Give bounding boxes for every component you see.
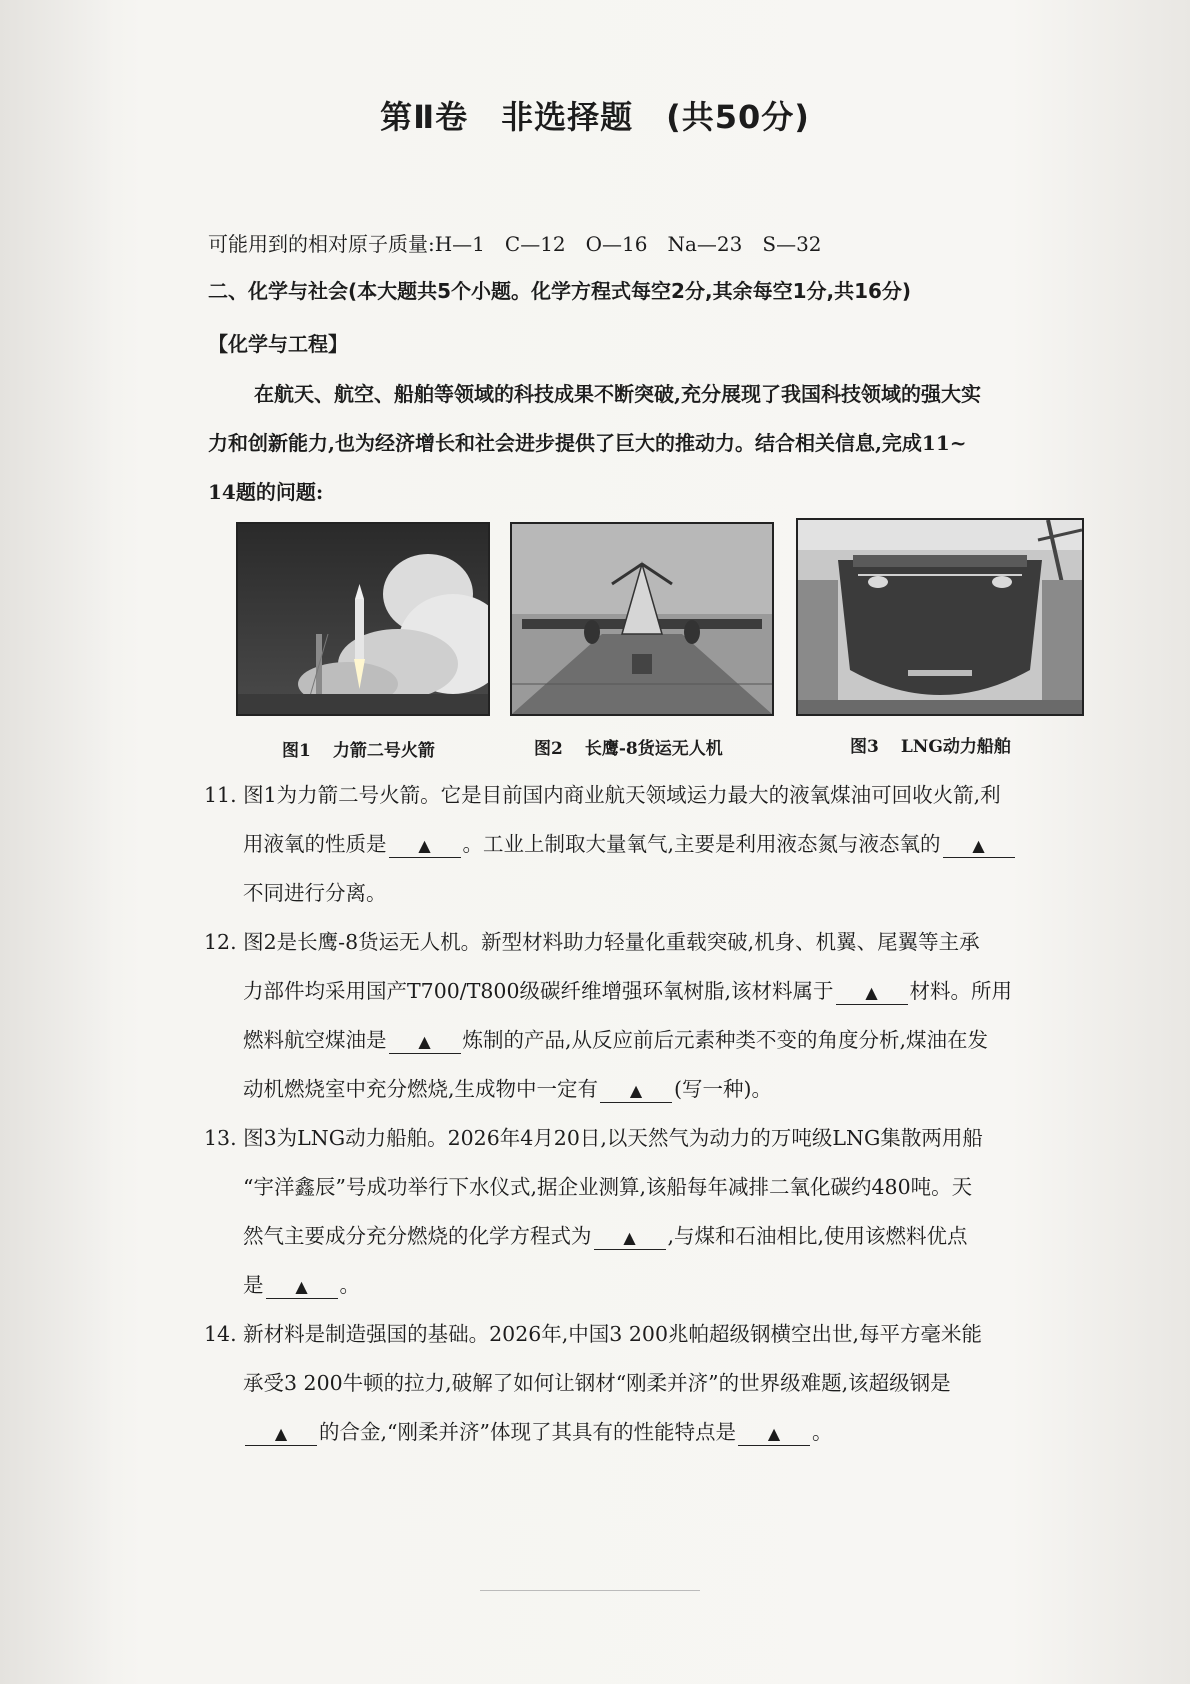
part-heading: 二、化学与社会(本大题共5个小题。化学方程式每空2分,其余每空1分,共16分) bbox=[208, 279, 912, 303]
figure-2-title: 长鹰-8货运无人机 bbox=[584, 739, 723, 759]
q11-text-b: 。工业上制取大量氧气,主要是利用液态氮与液态氧的 bbox=[462, 832, 941, 856]
q13-line-3 bbox=[243, 1219, 968, 1250]
q13-blank-2[interactable]: ▲ bbox=[266, 1276, 338, 1299]
q11-blank-2[interactable]: ▲ bbox=[943, 835, 1015, 858]
q14-line-2: 承受3 200牛顿的拉力,破解了如何让钢材“刚柔并济”的世界级难题,该超级钢是 bbox=[243, 1371, 951, 1395]
page-edge-shadow bbox=[0, 0, 110, 1684]
q12-blank-1[interactable]: ▲ bbox=[836, 982, 908, 1005]
q13-blank-1[interactable]: ▲ bbox=[594, 1227, 666, 1250]
figure-1-caption bbox=[282, 736, 435, 761]
q11-blank-1[interactable]: ▲ bbox=[389, 835, 461, 858]
q12-line-2 bbox=[243, 974, 1012, 1005]
q14-blank-2[interactable]: ▲ bbox=[738, 1423, 810, 1446]
rocket-launch-photo bbox=[236, 522, 490, 716]
q11-line-3: 不同进行分离。 bbox=[243, 881, 387, 905]
atomic-masses: 可能用到的相对原子质量:H—1 C—12 O—16 Na—23 S—32 bbox=[208, 232, 822, 256]
q14-text-b: 。 bbox=[811, 1420, 833, 1444]
cargo-drone-photo bbox=[510, 522, 774, 716]
q12-text-f: (写一种)。 bbox=[674, 1077, 773, 1101]
figure-3-number: 图3 bbox=[850, 737, 879, 757]
figure-3-caption bbox=[850, 732, 1011, 757]
q12-text-b: 材料。所用 bbox=[909, 979, 1013, 1003]
figure-1-title: 力箭二号火箭 bbox=[332, 741, 435, 761]
intro-line-2: 力和创新能力,也为经济增长和社会进步提供了巨大的推动力。结合相关信息,完成11~ bbox=[208, 431, 967, 455]
q12-blank-3[interactable]: ▲ bbox=[600, 1080, 672, 1103]
intro-line-1: 在航天、航空、船舶等领域的科技成果不断突破,充分展现了我国科技领域的强大实 bbox=[254, 382, 981, 406]
figure-2-number: 图2 bbox=[534, 739, 563, 759]
lng-ship-photo bbox=[796, 518, 1084, 716]
q12-line-4 bbox=[243, 1072, 772, 1103]
q14-line-3 bbox=[243, 1415, 832, 1446]
cargo-drone-image bbox=[512, 524, 772, 714]
q14-text-a: 的合金,“刚柔并济”体现了其具有的性能特点是 bbox=[319, 1420, 736, 1444]
section-title: 第Ⅱ卷 非选择题 (共50分) bbox=[380, 98, 810, 136]
q13-line-4 bbox=[243, 1268, 360, 1299]
q13-text-b: ,与煤和石油相比,使用该燃料优点 bbox=[667, 1224, 968, 1248]
subsection-heading: 【化学与工程】 bbox=[208, 332, 348, 356]
q14-blank-1[interactable]: ▲ bbox=[245, 1423, 317, 1446]
q13-text-d: 。 bbox=[339, 1273, 360, 1297]
q12-text-c: 燃料航空煤油是 bbox=[243, 1028, 387, 1052]
q13-text-c: 是 bbox=[243, 1273, 264, 1297]
q11-line-1: 11. 图1为力箭二号火箭。它是目前国内商业航天领域运力最大的液氧煤油可回收火箭,利 bbox=[204, 783, 1001, 807]
q12-text-d: 炼制的产品,从反应前后元素种类不变的角度分析,煤油在发 bbox=[462, 1028, 989, 1052]
q13-line-2: “宇洋鑫辰”号成功举行下水仪式,据企业测算,该船每年减排二氧化碳约480吨。天 bbox=[243, 1175, 973, 1199]
footer-rule bbox=[480, 1590, 700, 1591]
q12-text-e: 动机燃烧室中充分燃烧,生成物中一定有 bbox=[243, 1077, 599, 1101]
q13-line-1: 13. 图3为LNG动力船舶。2026年4月20日,以天然气为动力的万吨级LNG集散两用船 bbox=[204, 1126, 983, 1150]
rocket-launch-image bbox=[238, 524, 488, 714]
figure-1-number: 图1 bbox=[282, 741, 311, 761]
q13-text-a: 然气主要成分充分燃烧的化学方程式为 bbox=[243, 1224, 592, 1248]
figure-3-title: LNG动力船舶 bbox=[900, 737, 1011, 757]
q11-text-a: 用液氧的性质是 bbox=[243, 832, 387, 856]
intro-line-3: 14题的问题: bbox=[208, 480, 324, 504]
figure-2-caption bbox=[534, 734, 723, 759]
q12-line-3 bbox=[243, 1023, 988, 1054]
q14-line-1: 14. 新材料是制造强国的基础。2026年,中国3 200兆帕超级钢横空出世,每平方毫米能 bbox=[204, 1322, 983, 1346]
q12-line-1: 12. 图2是长鹰-8货运无人机。新型材料助力轻量化重载突破,机身、机翼、尾翼等主承 bbox=[204, 930, 980, 954]
lng-ship-image bbox=[798, 520, 1082, 714]
q11-line-2 bbox=[243, 827, 1017, 858]
q12-text-a: 力部件均采用国产T700/T800级碳纤维增强环氧树脂,该材料属于 bbox=[243, 979, 834, 1003]
q12-blank-2[interactable]: ▲ bbox=[389, 1031, 461, 1054]
